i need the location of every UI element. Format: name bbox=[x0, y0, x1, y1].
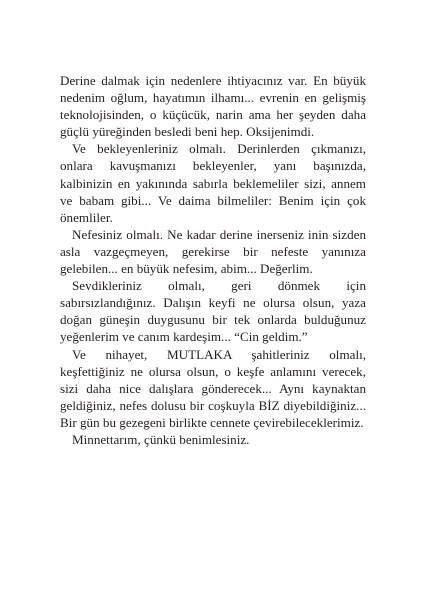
paragraph-4: Sevdikleriniz olmalı, geri dönmek için sabırsızlandığınız. Dalışın keyfi ne olursa olsun, yaza doğan güneşin duygusunu bir tek onlarda bulduğunuz yeğenlerim ve canım kardeşim... “Cin geldim.” bbox=[60, 278, 366, 345]
paragraph-1: Derine dalmak için nedenlere ihtiyacınız var. En büyük nedenim oğlum, hayatımın ilhamı... evrenin en gelişmiş teknolojisinden, o küçücük, narin ama her şeyden daha güçlü yüreğinden besledi beni hep. Oksijenimdi. bbox=[60, 73, 366, 140]
paragraph-3: Nefesiniz olmalı. Ne kadar derine inerseniz inin sizden asla vazgeçmeyen, gerekirse bir nefeste yanınıza gelebilen... en büyük nefesim, abim... Değerlim. bbox=[60, 226, 366, 277]
paragraph-6: Minnettarım, çünkü benimlesiniz. bbox=[72, 431, 250, 447]
body-text bbox=[60, 72, 366, 448]
paragraph-5: Ve nihayet, MUTLAKA şahitleriniz olmalı, keşfettiğiniz ne olursa olsun, o keşfe anlamını verecek, sizi daha nice dalışlara gönderecek... Aynı kaynaktan geldiğiniz, nefes dolusu bir coşkuyla BİZ diyebildiğiniz... Bir gün bu gezegeni birlikte cennete çevirebileceklerimiz. bbox=[60, 346, 366, 430]
paragraph-2: Ve bekleyenleriniz olmalı. Derinlerden çıkmanızı, onlara kavuşmanızı bekleyenler, yanı başınızda, kalbinizin en yakınında sabırla beklemeliler sizi, annem ve babam gibi... Ve daima bilmeliler: Benim için çok önemliler. bbox=[60, 141, 366, 225]
